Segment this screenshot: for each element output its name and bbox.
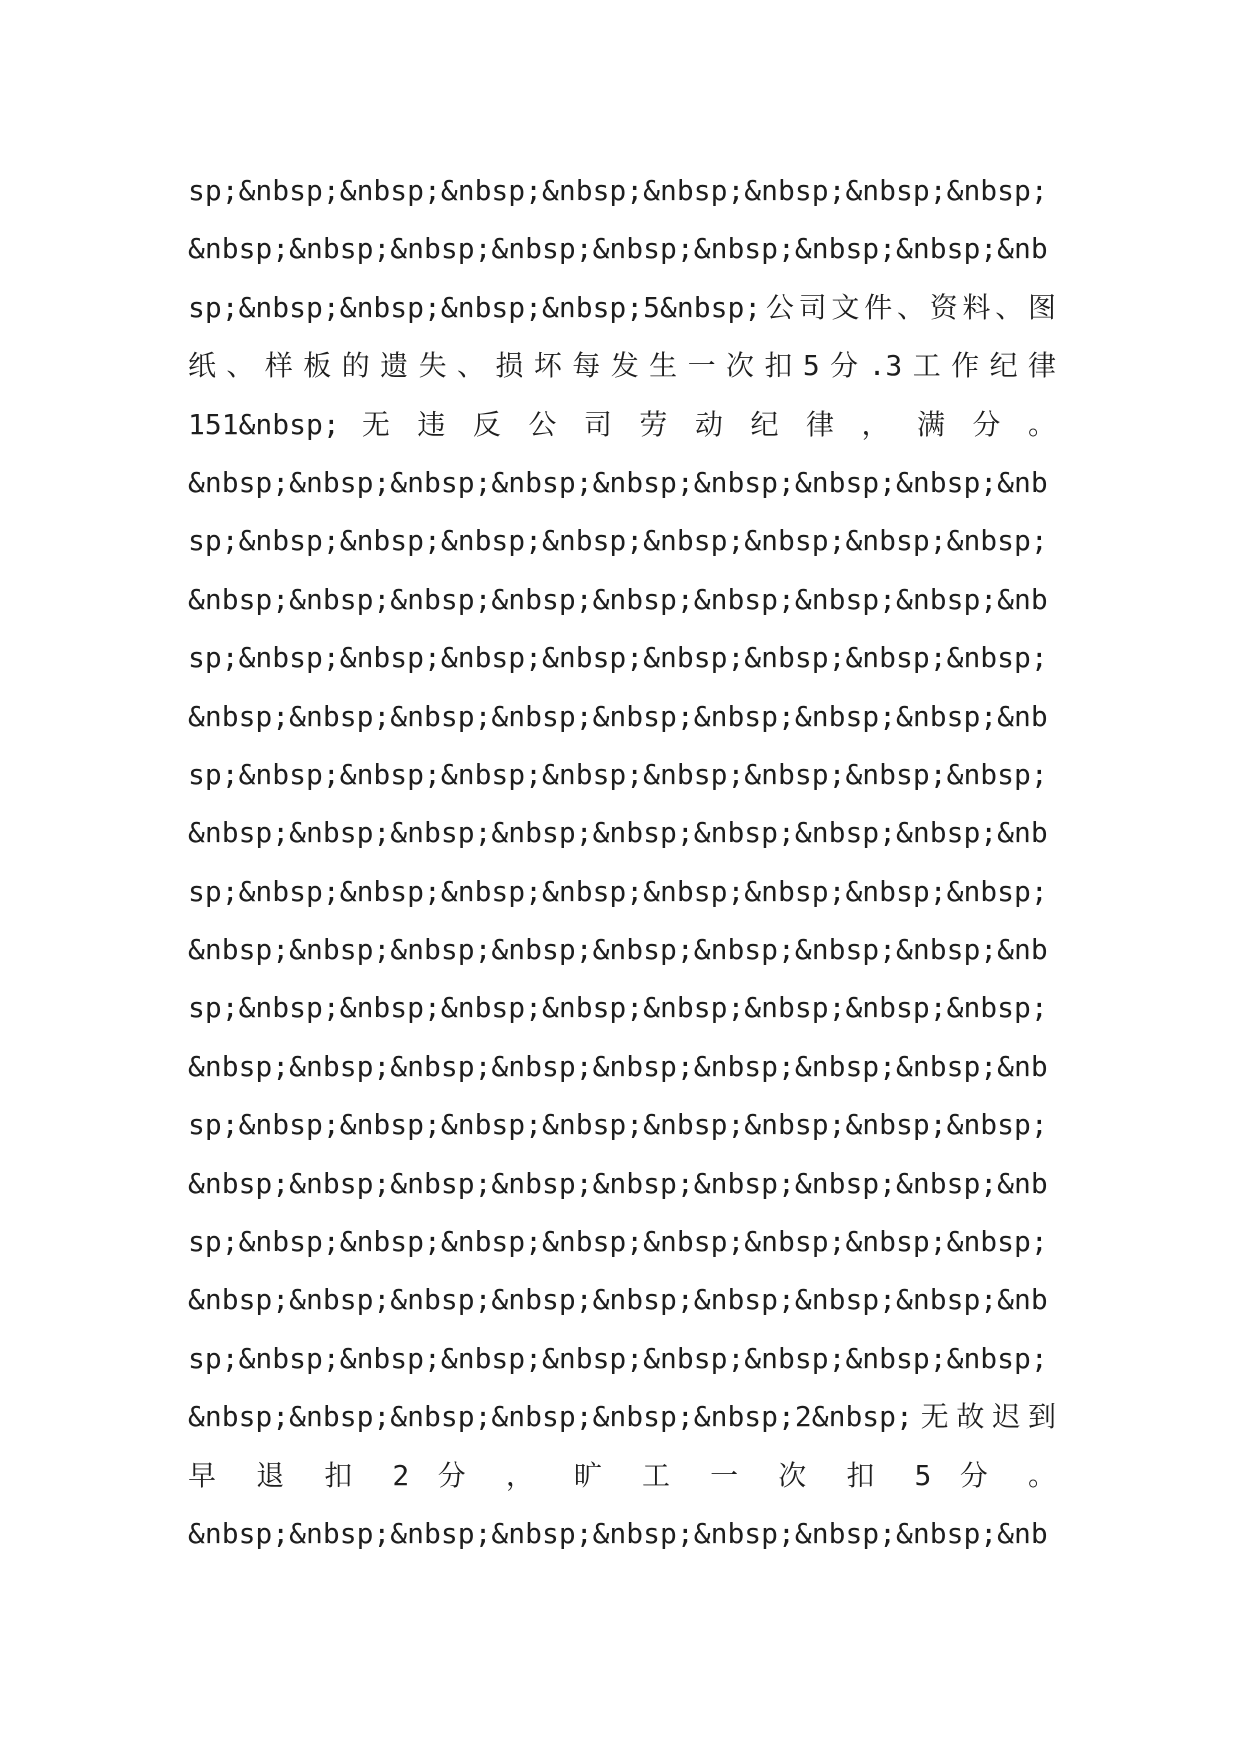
text-line: sp;&nbsp;&nbsp;&nbsp;&nbsp;&nbsp;&nbsp;&nbsp;&nbsp; bbox=[188, 524, 1048, 558]
text-line: &nbsp;&nbsp;&nbsp;&nbsp;&nbsp;&nbsp;&nbsp;&nbsp;&nb bbox=[188, 582, 1048, 616]
text-line: &nbsp;&nbsp;&nbsp;&nbsp;&nbsp;&nbsp;&nbsp;&nbsp;&nb bbox=[188, 1166, 1048, 1200]
text-line: &nbsp;&nbsp;&nbsp;&nbsp;&nbsp;&nbsp;&nbsp;&nbsp;&nb bbox=[188, 232, 1048, 266]
text-line: &nbsp;&nbsp;&nbsp;&nbsp;&nbsp;&nbsp;&nbsp;&nbsp;&nb bbox=[188, 699, 1048, 733]
text-line: 纸、样板的遗失、损坏每发生一次扣5分.3工作纪律 bbox=[188, 349, 1056, 383]
text-line: sp;&nbsp;&nbsp;&nbsp;&nbsp;&nbsp;&nbsp;&nbsp;&nbsp; bbox=[188, 174, 1048, 207]
text-line: &nbsp;&nbsp;&nbsp;&nbsp;&nbsp;&nbsp;&nbsp;&nbsp;&nb bbox=[188, 1516, 1048, 1550]
text-line: &nbsp;&nbsp;&nbsp;&nbsp;&nbsp;&nbsp;2&nbsp;无故迟到 bbox=[188, 1400, 1056, 1434]
text-line: sp;&nbsp;&nbsp;&nbsp;&nbsp;&nbsp;&nbsp;&nbsp;&nbsp; bbox=[188, 874, 1048, 908]
text-line: 151&nbsp; 无 违 反 公 司 劳 动 纪 律 ， 满 分 。 bbox=[188, 407, 1056, 441]
text-line: &nbsp;&nbsp;&nbsp;&nbsp;&nbsp;&nbsp;&nbsp;&nbsp;&nb bbox=[188, 1283, 1048, 1317]
text-line: sp;&nbsp;&nbsp;&nbsp;&nbsp;&nbsp;&nbsp;&nbsp;&nbsp; bbox=[188, 757, 1048, 791]
text-line: &nbsp;&nbsp;&nbsp;&nbsp;&nbsp;&nbsp;&nbsp;&nbsp;&nb bbox=[188, 816, 1048, 850]
text-line: sp;&nbsp;&nbsp;&nbsp;&nbsp;&nbsp;&nbsp;&nbsp;&nbsp; bbox=[188, 1341, 1048, 1375]
text-line: &nbsp;&nbsp;&nbsp;&nbsp;&nbsp;&nbsp;&nbsp;&nbsp;&nb bbox=[188, 1049, 1048, 1083]
text-line: sp;&nbsp;&nbsp;&nbsp;&nbsp;&nbsp;&nbsp;&nbsp;&nbsp; bbox=[188, 991, 1048, 1025]
text-line: &nbsp;&nbsp;&nbsp;&nbsp;&nbsp;&nbsp;&nbsp;&nbsp;&nb bbox=[188, 465, 1048, 499]
text-line: sp;&nbsp;&nbsp;&nbsp;&nbsp;&nbsp;&nbsp;&nbsp;&nbsp; bbox=[188, 641, 1048, 675]
document-body bbox=[188, 162, 1056, 1563]
text-line: 早 退 扣 2 分 ， 旷 工 一 次 扣 5 分 。 bbox=[188, 1458, 1056, 1492]
text-line: sp;&nbsp;&nbsp;&nbsp;&nbsp;&nbsp;&nbsp;&nbsp;&nbsp; bbox=[188, 1108, 1048, 1142]
text-line: sp;&nbsp;&nbsp;&nbsp;&nbsp;&nbsp;&nbsp;&nbsp;&nbsp; bbox=[188, 1225, 1048, 1259]
text-line: &nbsp;&nbsp;&nbsp;&nbsp;&nbsp;&nbsp;&nbsp;&nbsp;&nb bbox=[188, 933, 1048, 967]
text-line: sp;&nbsp;&nbsp;&nbsp;&nbsp;5&nbsp;公司文件、资料、图 bbox=[188, 290, 1056, 324]
